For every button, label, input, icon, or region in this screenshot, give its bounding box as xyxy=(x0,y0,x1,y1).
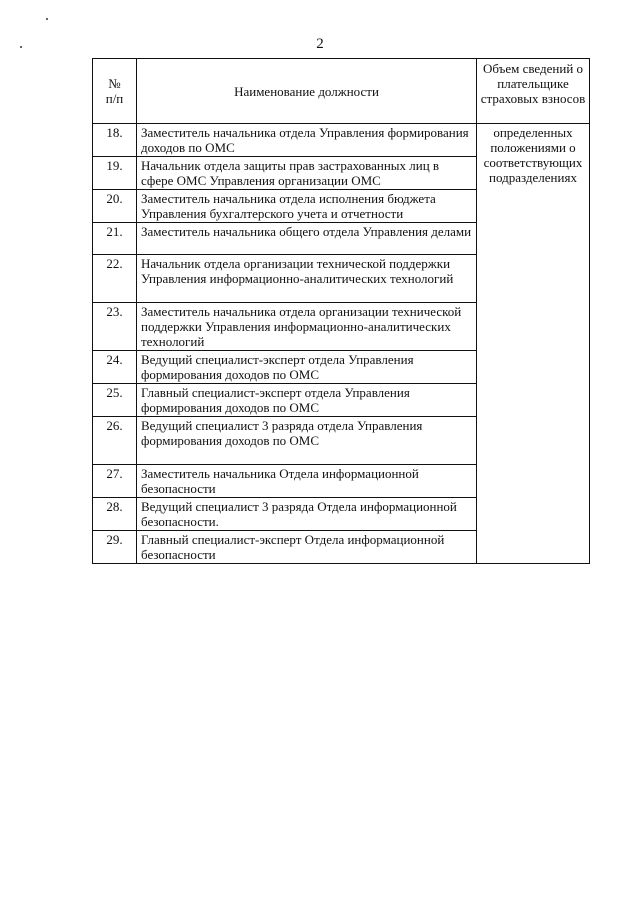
row-number: 18. xyxy=(93,124,137,157)
row-number: 23. xyxy=(93,303,137,351)
row-number: 29. xyxy=(93,531,137,564)
scan-speck xyxy=(46,18,48,20)
position-name: Заместитель начальника Отдела информационной безопасности xyxy=(137,465,477,498)
position-name: Заместитель начальника отдела Управления формирования доходов по ОМС xyxy=(137,124,477,157)
position-name: Ведущий специалист 3 разряда отдела Управления формирования доходов по ОМС xyxy=(137,417,477,465)
row-number: 26. xyxy=(93,417,137,465)
table-row xyxy=(93,124,590,157)
position-name: Главный специалист-эксперт Отдела информационной безопасности xyxy=(137,531,477,564)
row-number: 19. xyxy=(93,157,137,190)
row-number: 24. xyxy=(93,351,137,384)
position-name: Начальник отдела организации технической поддержки Управления информационно-аналитических технологий xyxy=(137,255,477,303)
row-number: 22. xyxy=(93,255,137,303)
position-name: Ведущий специалист-эксперт отдела Управления формирования доходов по ОМС xyxy=(137,351,477,384)
row-number: 28. xyxy=(93,498,137,531)
position-name: Ведущий специалист 3 разряда Отдела информационной безопасности. xyxy=(137,498,477,531)
position-name: Начальник отдела защиты прав застрахованных лиц в сфере ОМС Управления организации ОМС xyxy=(137,157,477,190)
table-header-row xyxy=(93,59,590,124)
position-name: Заместитель начальника отдела организации технической поддержки Управления информационно-аналитических технологий xyxy=(137,303,477,351)
header-number: № п/п xyxy=(93,59,137,124)
header-volume: Объем сведений о плательщике страховых взносов xyxy=(477,59,590,124)
page-number: 2 xyxy=(316,36,324,52)
row-number: 25. xyxy=(93,384,137,417)
position-name: Заместитель начальника общего отдела Управления делами xyxy=(137,223,477,255)
positions-table xyxy=(92,58,590,564)
row-number: 21. xyxy=(93,223,137,255)
row-number: 20. xyxy=(93,190,137,223)
volume-cell: определенных положениями о соответствующих подразделениях xyxy=(477,124,590,564)
row-number: 27. xyxy=(93,465,137,498)
header-position: Наименование должности xyxy=(137,59,477,124)
position-name: Главный специалист-эксперт отдела Управления формирования доходов по ОМС xyxy=(137,384,477,417)
position-name: Заместитель начальника отдела исполнения бюджета Управления бухгалтерского учета и отчетности xyxy=(137,190,477,223)
